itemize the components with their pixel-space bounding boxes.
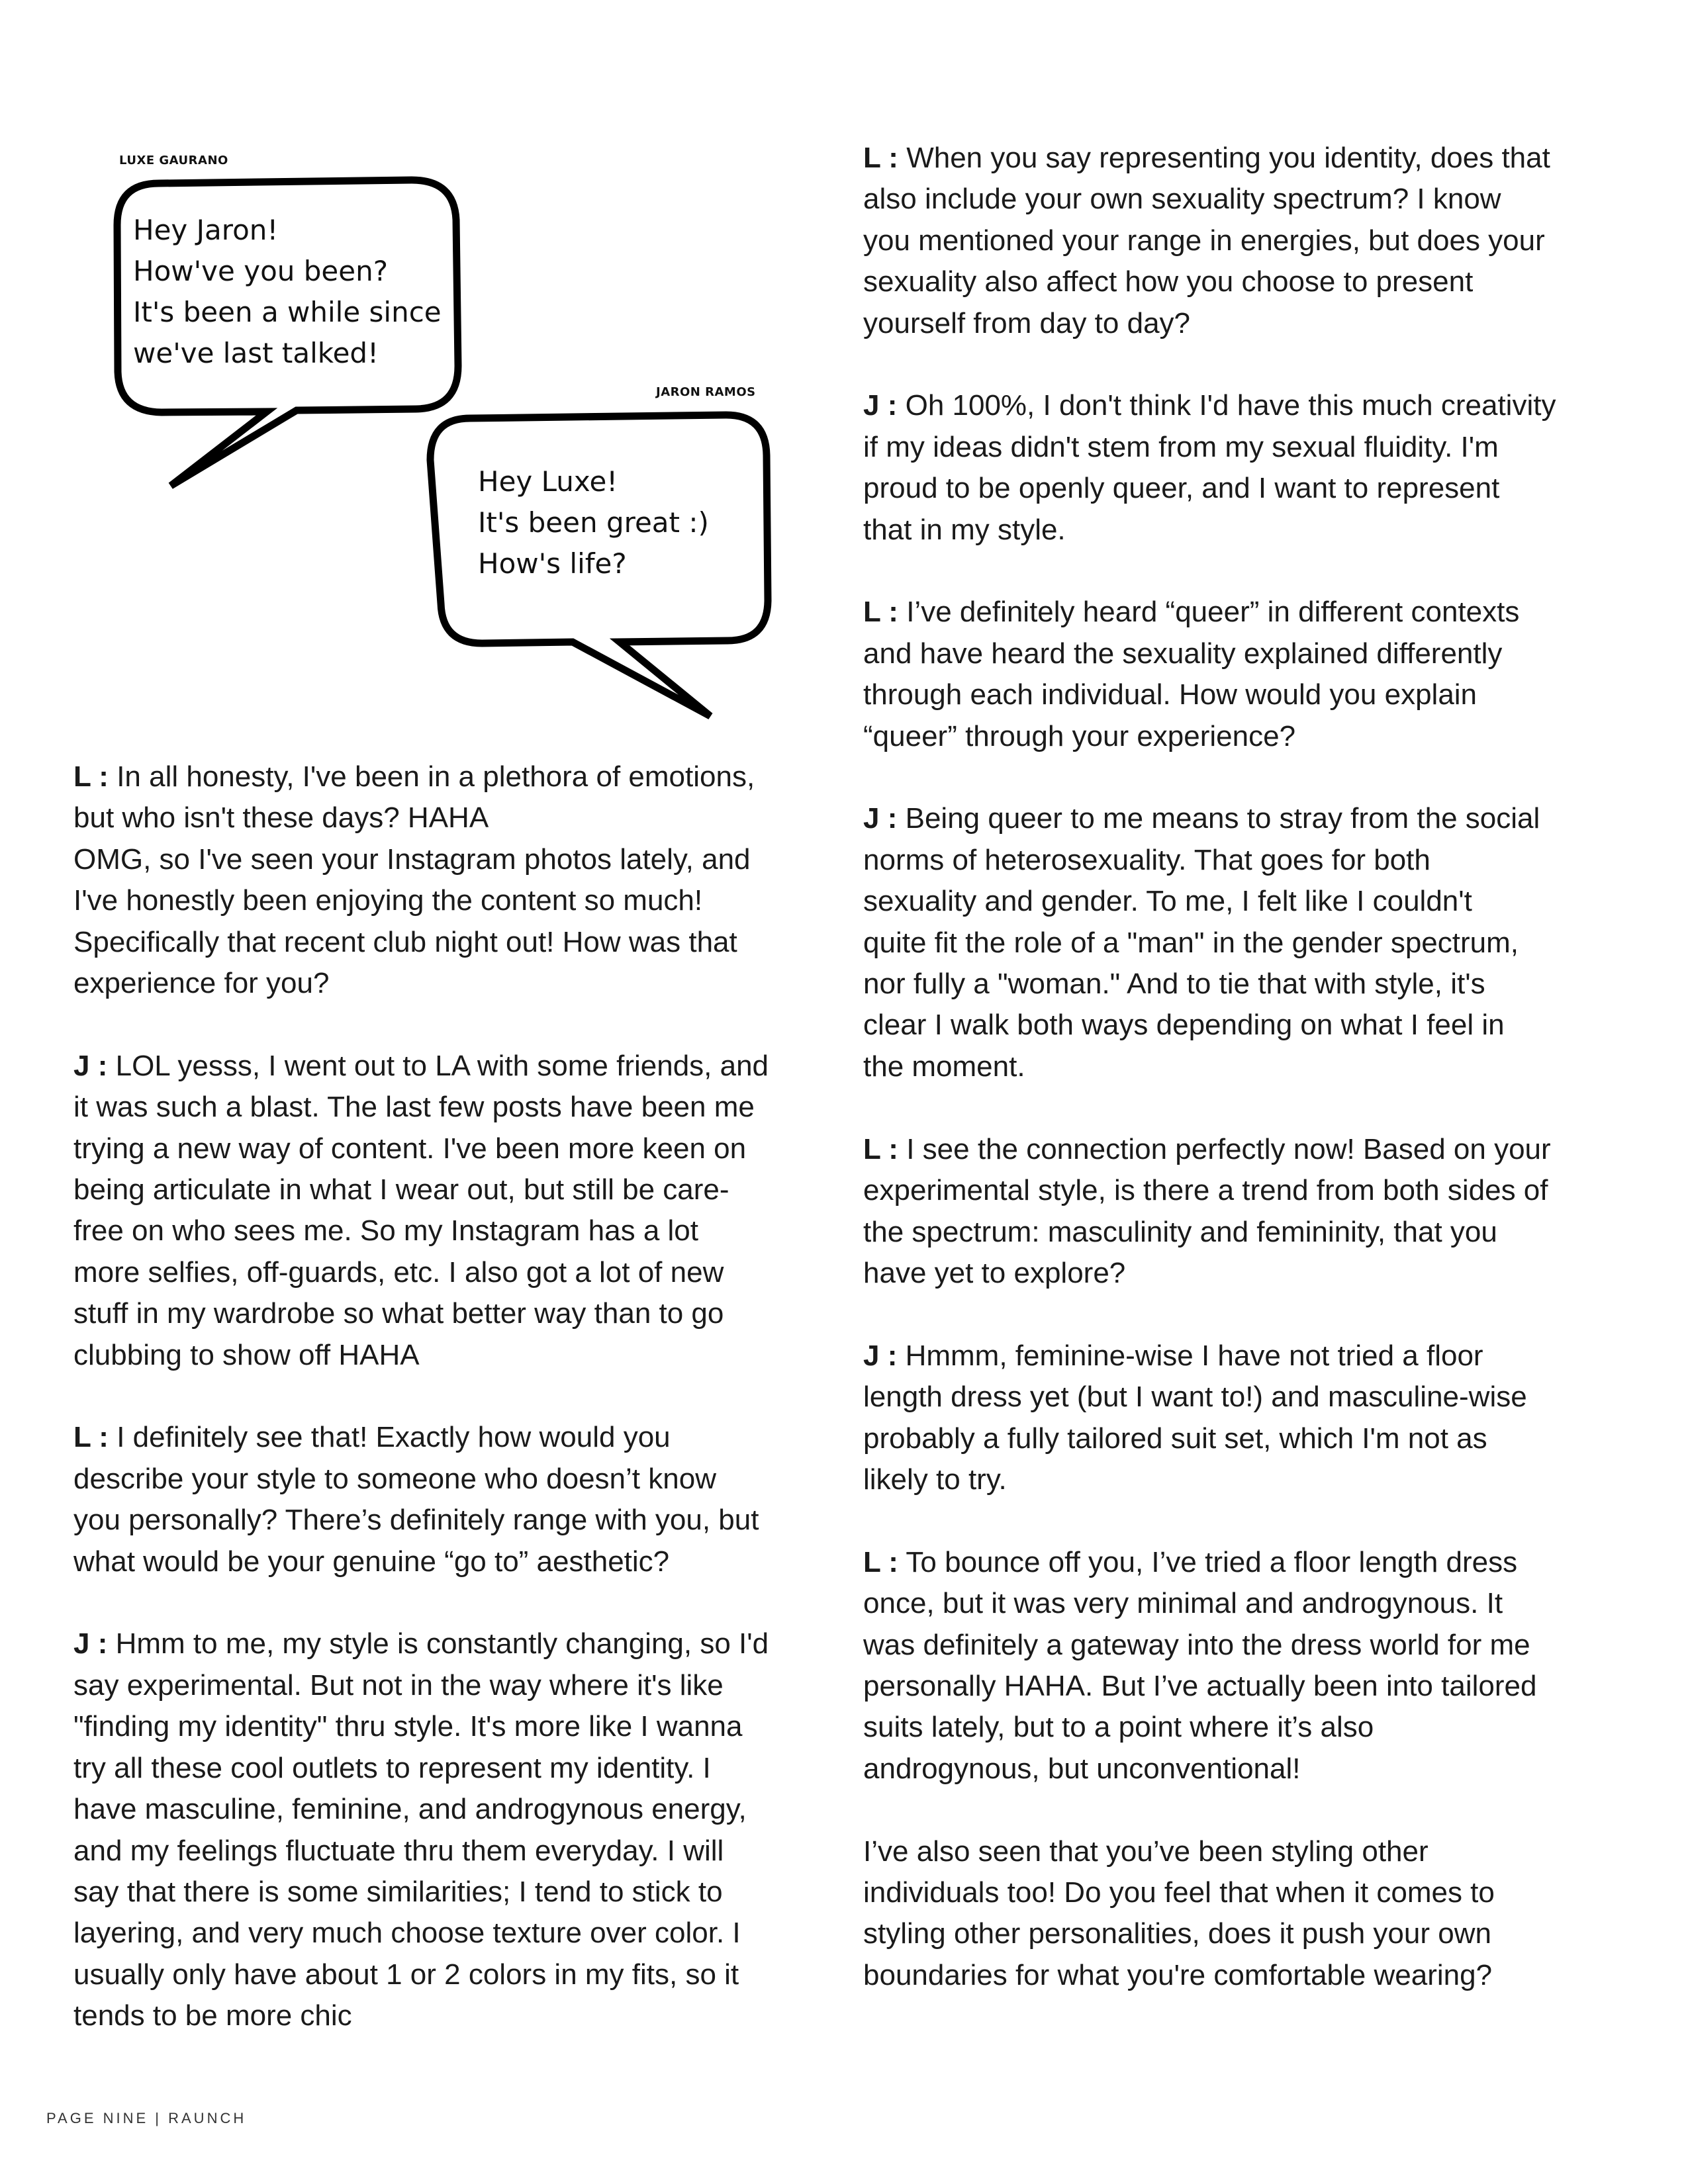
paragraph-line bbox=[73, 1500, 835, 1541]
interview-paragraph bbox=[73, 1046, 835, 1376]
paragraph-line bbox=[863, 179, 1631, 220]
line-text: I see the connection perfectly now! Based on your bbox=[906, 1132, 1551, 1165]
line-text: the moment. bbox=[863, 1050, 1025, 1083]
bubble-line: we've last talked! bbox=[133, 337, 379, 369]
paragraph-line bbox=[863, 1336, 1631, 1377]
line-text: Specifically that recent club night out! How was that bbox=[73, 925, 737, 958]
paragraph-line bbox=[73, 797, 835, 839]
left-bubble-name: LUXE GAURANO bbox=[119, 154, 228, 167]
line-text: I definitely see that! Exactly how would you bbox=[117, 1421, 671, 1454]
paragraph-line bbox=[73, 1748, 835, 1789]
line-text: probably a fully tailored suit set, which I'm not as bbox=[863, 1422, 1487, 1455]
paragraph-line bbox=[73, 1954, 835, 1995]
speaker-label: J : bbox=[863, 389, 898, 422]
paragraph-line bbox=[863, 1212, 1631, 1253]
line-text: length dress yet (but I want to!) and masculine-wise bbox=[863, 1381, 1527, 1414]
paragraph-line bbox=[863, 1707, 1631, 1748]
line-text: it was such a blast. The last few posts have been me bbox=[73, 1091, 755, 1124]
paragraph-line bbox=[73, 839, 835, 880]
line-text: When you say representing you identity, does that bbox=[906, 142, 1550, 174]
speaker-label: J : bbox=[863, 802, 898, 835]
paragraph-line bbox=[863, 881, 1631, 922]
paragraph-line bbox=[73, 1789, 835, 1830]
line-text: boundaries for what you're comfortable wearing? bbox=[863, 1958, 1493, 1991]
line-text: free on who sees me. So my Instagram has a lot bbox=[73, 1214, 699, 1248]
paragraph-line bbox=[73, 1252, 835, 1293]
paragraph-line bbox=[863, 1749, 1631, 1790]
line-text: individuals too! Do you feel that when it comes to bbox=[863, 1876, 1495, 1909]
paragraph-line bbox=[73, 880, 835, 921]
interview-paragraph bbox=[863, 798, 1631, 1087]
interview-paragraph bbox=[863, 1542, 1631, 1790]
line-text: “queer” through your experience? bbox=[863, 719, 1296, 752]
bubble-line: How've you been? bbox=[133, 255, 388, 287]
paragraph-line bbox=[863, 385, 1631, 426]
paragraph-line bbox=[863, 220, 1631, 261]
line-text: and have heard the sexuality explained differently bbox=[863, 637, 1503, 670]
speaker-label: J : bbox=[863, 1339, 898, 1372]
line-text: try all these cool outlets to represent my identity. I bbox=[73, 1751, 711, 1784]
paragraph-line bbox=[863, 261, 1631, 302]
speaker-label: J : bbox=[73, 1627, 108, 1661]
line-text: stuff in my wardrobe so what better way than to go bbox=[73, 1297, 724, 1330]
paragraph-line bbox=[863, 1377, 1631, 1418]
paragraph-line bbox=[863, 138, 1631, 179]
line-text: and my feelings fluctuate thru them everyday. I will bbox=[73, 1834, 724, 1867]
paragraph-line bbox=[863, 633, 1631, 674]
speaker-label: J : bbox=[73, 1049, 108, 1082]
line-text: To bounce off you, I’ve tried a floor length dress bbox=[906, 1545, 1518, 1578]
paragraph-line bbox=[73, 1913, 835, 1954]
speaker-label: L : bbox=[73, 760, 109, 793]
interview-paragraph bbox=[73, 1417, 835, 1582]
line-text: was definitely a gateway into the dress world for me bbox=[863, 1628, 1530, 1661]
paragraph-line bbox=[863, 716, 1631, 757]
line-text: more selfies, off-guards, etc. I also got a lot of new bbox=[73, 1255, 724, 1289]
line-text: androgynous, but unconventional! bbox=[863, 1752, 1301, 1785]
line-text: quite fit the role of a "man" in the gender spectrum, bbox=[863, 926, 1519, 959]
paragraph-line bbox=[863, 1872, 1631, 1913]
line-text: "finding my identity" thru style. It's more like I wanna bbox=[73, 1710, 743, 1743]
paragraph-line bbox=[863, 964, 1631, 1005]
line-text: clear I walk both ways depending on what I feel in bbox=[863, 1009, 1505, 1042]
speaker-label: L : bbox=[863, 1545, 898, 1578]
paragraph-line bbox=[73, 1046, 835, 1087]
line-text: LOL yesss, I went out to LA with some friends, and bbox=[115, 1049, 769, 1082]
line-text: usually only have about 1 or 2 colors in my fits, so it bbox=[73, 1958, 739, 1991]
bubble-line: How's life? bbox=[478, 547, 627, 580]
paragraph-line bbox=[73, 1541, 835, 1582]
line-text: sexuality and gender. To me, I felt like I couldn't bbox=[863, 885, 1472, 918]
right-column bbox=[863, 138, 1631, 1996]
line-text: experience for you? bbox=[73, 967, 330, 1000]
line-text: trying a new way of content. I've been more keen on bbox=[73, 1132, 747, 1165]
paragraph-line bbox=[863, 840, 1631, 881]
line-text: the spectrum: masculinity and femininity, that you bbox=[863, 1215, 1497, 1248]
paragraph-line bbox=[863, 798, 1631, 839]
interview-paragraph bbox=[863, 592, 1631, 757]
line-text: what would be your genuine “go to” aesthetic? bbox=[73, 1545, 670, 1578]
bubble-line: It's been a while since bbox=[133, 296, 442, 328]
paragraph-line bbox=[863, 468, 1631, 509]
left-column bbox=[73, 756, 835, 2037]
line-text: say experimental. But not in the way where it's like bbox=[73, 1668, 724, 1702]
paragraph-line bbox=[73, 1995, 835, 2036]
line-text: experimental style, is there a trend from both sides of bbox=[863, 1174, 1548, 1207]
line-text: once, but it was very minimal and androgynous. It bbox=[863, 1587, 1503, 1620]
paragraph-line bbox=[73, 1706, 835, 1747]
paragraph-line bbox=[73, 1335, 835, 1376]
paragraph-line bbox=[73, 1872, 835, 1913]
line-text: Being queer to me means to stray from the social bbox=[905, 802, 1540, 835]
line-text: have masculine, feminine, and androgynous energy, bbox=[73, 1793, 747, 1826]
paragraph-line bbox=[863, 1625, 1631, 1666]
interview-paragraph bbox=[863, 385, 1631, 551]
line-text: styling other personalities, does it push your own bbox=[863, 1917, 1491, 1950]
left-bubble-text bbox=[133, 210, 442, 374]
line-text: being articulate in what I wear out, but still be care- bbox=[73, 1173, 729, 1206]
line-text: nor fully a "woman." And to tie that with style, it's bbox=[863, 968, 1485, 1001]
line-text: I’ve definitely heard “queer” in different contexts bbox=[906, 596, 1520, 629]
interview-paragraph bbox=[863, 1336, 1631, 1501]
line-text: you mentioned your range in energies, but does your bbox=[863, 224, 1545, 257]
line-text: proud to be openly queer, and I want to represent bbox=[863, 472, 1500, 505]
bubble-line: Hey Luxe! bbox=[478, 465, 618, 498]
paragraph-line bbox=[73, 963, 835, 1004]
right-bubble-text bbox=[478, 461, 709, 584]
interview-paragraph bbox=[863, 138, 1631, 344]
paragraph-line bbox=[863, 592, 1631, 633]
paragraph-line bbox=[73, 1831, 835, 1872]
line-text: that in my style. bbox=[863, 513, 1066, 546]
paragraph-line bbox=[73, 1293, 835, 1334]
line-text: personally HAHA. But I’ve actually been into tailored bbox=[863, 1669, 1537, 1702]
line-text: Hmmm, feminine-wise I have not tried a floor bbox=[905, 1339, 1483, 1372]
line-text: say that there is some similarities; I tend to stick to bbox=[73, 1875, 723, 1908]
paragraph-line bbox=[863, 1418, 1631, 1459]
line-text: describe your style to someone who doesn’t know bbox=[73, 1462, 716, 1495]
paragraph-line bbox=[863, 427, 1631, 468]
line-text: likely to try. bbox=[863, 1463, 1007, 1496]
speaker-label: L : bbox=[73, 1421, 109, 1454]
line-text: also include your own sexuality spectrum? I know bbox=[863, 183, 1501, 216]
line-text: In all honesty, I've been in a plethora of emotions, bbox=[117, 760, 755, 793]
paragraph-line bbox=[73, 1459, 835, 1500]
speaker-label: L : bbox=[863, 1132, 898, 1165]
line-text: I’ve also seen that you’ve been styling other bbox=[863, 1835, 1429, 1868]
paragraph-line bbox=[863, 510, 1631, 551]
line-text: I've honestly been enjoying the content so much! bbox=[73, 884, 703, 917]
paragraph-line bbox=[863, 1542, 1631, 1583]
paragraph-line bbox=[863, 1005, 1631, 1046]
paragraph-line bbox=[863, 1955, 1631, 1996]
line-text: have yet to explore? bbox=[863, 1256, 1126, 1289]
line-text: you personally? There’s definitely range with you, but bbox=[73, 1504, 759, 1537]
line-text: clubbing to show off HAHA bbox=[73, 1338, 420, 1371]
paragraph-line bbox=[863, 303, 1631, 344]
paragraph-line bbox=[863, 1459, 1631, 1500]
paragraph-line bbox=[863, 1253, 1631, 1294]
paragraph-line bbox=[73, 1128, 835, 1169]
interview-paragraph bbox=[863, 1129, 1631, 1295]
interview-paragraph bbox=[863, 1831, 1631, 1997]
paragraph-line bbox=[863, 1831, 1631, 1872]
bubble-line: It's been great :) bbox=[478, 506, 709, 539]
line-text: norms of heterosexuality. That goes for both bbox=[863, 843, 1430, 876]
right-bubble-name: JARON RAMOS bbox=[656, 385, 756, 399]
line-text: tends to be more chic bbox=[73, 1999, 352, 2032]
line-text: OMG, so I've seen your Instagram photos lately, and bbox=[73, 842, 751, 876]
speaker-label: L : bbox=[863, 142, 898, 174]
paragraph-line bbox=[863, 1666, 1631, 1707]
paragraph-line bbox=[73, 1417, 835, 1458]
page-footer: PAGE NINE | RAUNCH bbox=[46, 2110, 247, 2126]
paragraph-line bbox=[863, 1170, 1631, 1211]
interview-paragraph bbox=[73, 756, 835, 1004]
line-text: through each individual. How would you explain bbox=[863, 678, 1477, 711]
paragraph-line bbox=[73, 1210, 835, 1251]
paragraph-line bbox=[863, 1046, 1631, 1087]
line-text: Oh 100%, I don't think I'd have this much creativity bbox=[905, 389, 1556, 422]
paragraph-line bbox=[73, 922, 835, 963]
paragraph-line bbox=[73, 1087, 835, 1128]
line-text: sexuality also affect how you choose to present bbox=[863, 265, 1474, 298]
paragraph-line bbox=[73, 1665, 835, 1706]
bubble-line: Hey Jaron! bbox=[133, 214, 279, 246]
paragraph-line bbox=[863, 674, 1631, 715]
line-text: but who isn't these days? HAHA bbox=[73, 801, 489, 835]
line-text: if my ideas didn't stem from my sexual fluidity. I'm bbox=[863, 430, 1499, 463]
paragraph-line bbox=[73, 1169, 835, 1210]
paragraph-line bbox=[863, 1583, 1631, 1624]
speaker-label: L : bbox=[863, 596, 898, 629]
paragraph-line bbox=[863, 923, 1631, 964]
paragraph-line bbox=[863, 1129, 1631, 1170]
line-text: Hmm to me, my style is constantly changing, so I'd bbox=[115, 1627, 769, 1661]
paragraph-line bbox=[863, 1913, 1631, 1954]
paragraph-line bbox=[73, 1623, 835, 1664]
line-text: layering, and very much choose texture over color. I bbox=[73, 1917, 741, 1950]
line-text: suits lately, but to a point where it’s also bbox=[863, 1711, 1374, 1744]
interview-paragraph bbox=[73, 1623, 835, 2036]
line-text: yourself from day to day? bbox=[863, 306, 1191, 340]
paragraph-line bbox=[73, 756, 835, 797]
